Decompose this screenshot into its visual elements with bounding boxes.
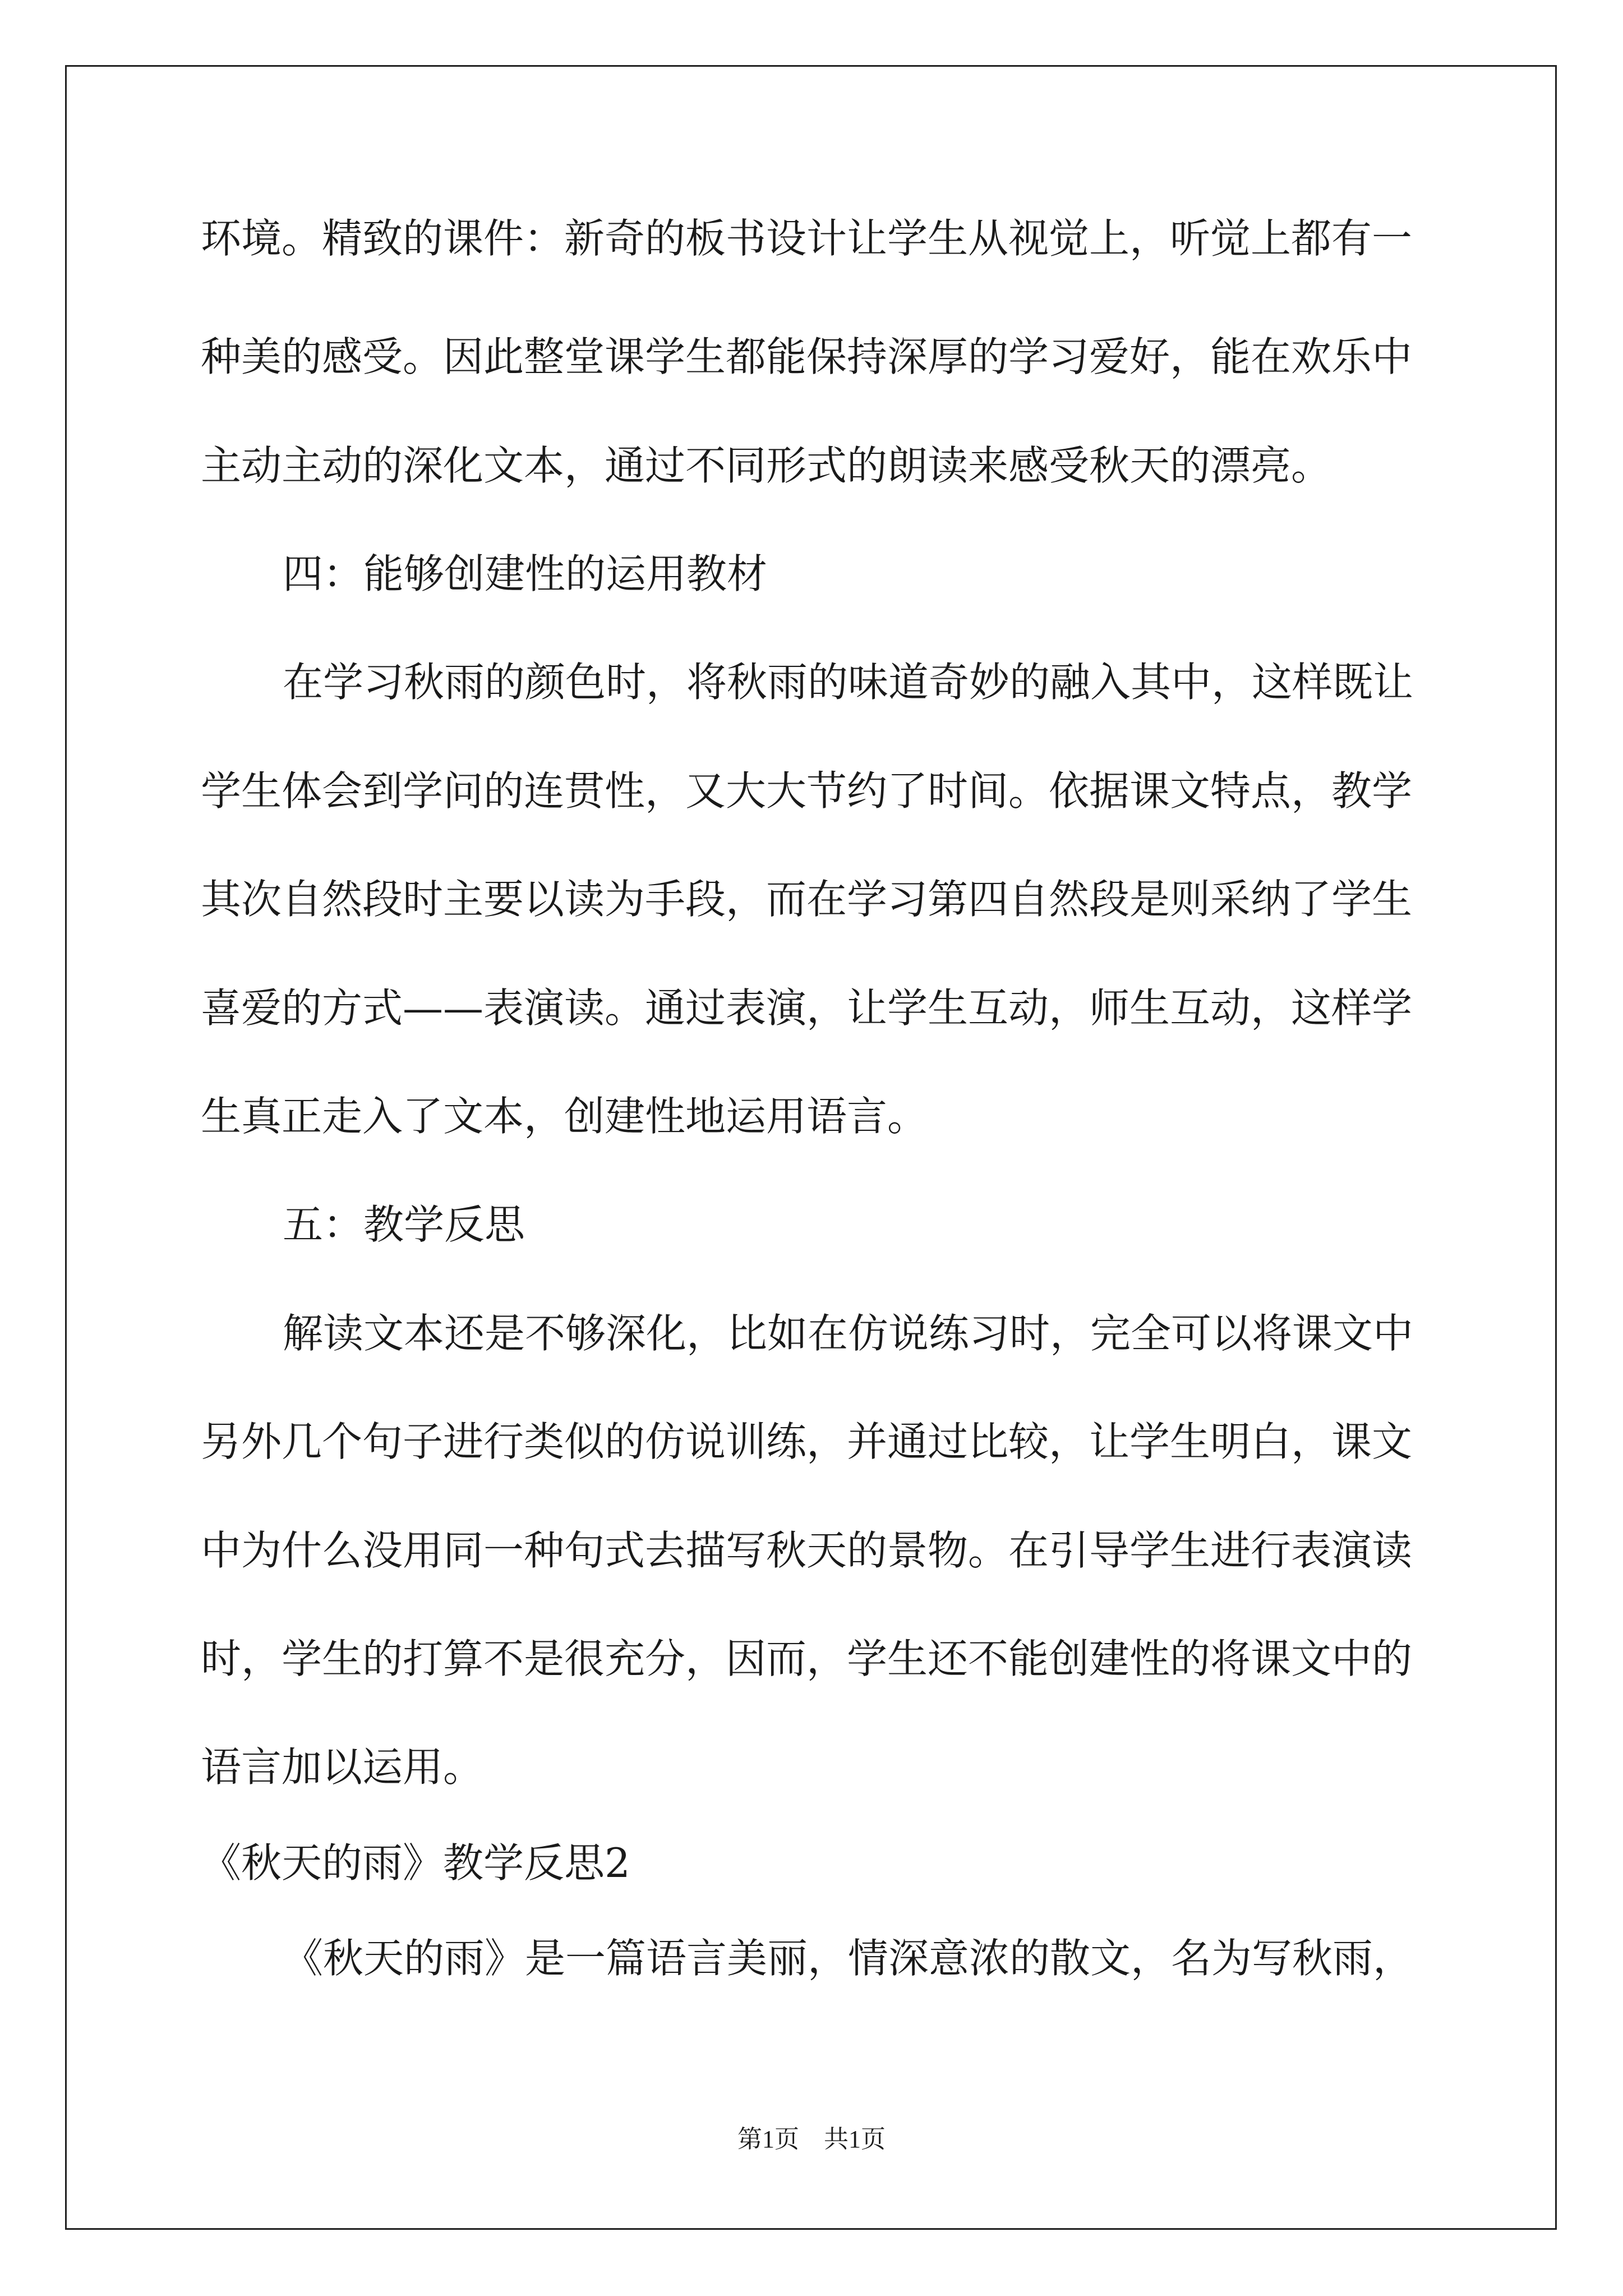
body-line: 主动主动的深化文本，通过不同形式的朗读来感受秋天的漂亮。 — [201, 442, 1332, 489]
body-line: 喜爱的方式——表演读。通过表演，让学生互动，师生互动，这样学 — [201, 984, 1413, 1032]
document-title: 《秋天的雨》教学反思2 — [201, 1839, 630, 1887]
section-heading: 四：能够创建性的运用教材 — [283, 550, 768, 597]
body-line: 其次自然段时主要以读为手段，而在学习第四自然段是则采纳了学生 — [201, 876, 1413, 923]
body-line: 时，学生的打算不是很充分，因而，学生还不能创建性的将课文中的 — [201, 1635, 1413, 1682]
body-line: 种美的感受。因此整堂课学生都能保持深厚的学习爱好，能在欢乐中 — [201, 333, 1413, 380]
body-line: 生真正走入了文本，创建性地运用语言。 — [201, 1093, 928, 1140]
paragraph-start: 《秋天的雨》是一篇语言美丽，情深意浓的散文，名为写秋雨， — [283, 1935, 1414, 1982]
body-line: 环境。精致的课件：新奇的板书设计让学生从视觉上，听觉上都有一 — [201, 215, 1413, 262]
body-line: 学生体会到学问的连贯性，又大大节约了时间。依据课文特点，教学 — [201, 767, 1413, 815]
body-line: 中为什么没用同一种句式去描写秋天的景物。在引导学生进行表演读 — [201, 1527, 1413, 1574]
page-border — [65, 65, 1557, 2230]
paragraph-start: 解读文本还是不够深化，比如在仿说练习时，完全可以将课文中 — [283, 1310, 1414, 1357]
body-line: 语言加以运用。 — [201, 1743, 484, 1791]
body-line: 另外几个句子进行类似的仿说训练，并通过比较，让学生明白，课文 — [201, 1418, 1413, 1465]
section-heading: 五：教学反思 — [283, 1201, 525, 1248]
paragraph-start: 在学习秋雨的颜色时，将秋雨的味道奇妙的融入其中，这样既让 — [283, 659, 1414, 706]
page-number-footer: 第1页 共1页 — [737, 2125, 886, 2153]
